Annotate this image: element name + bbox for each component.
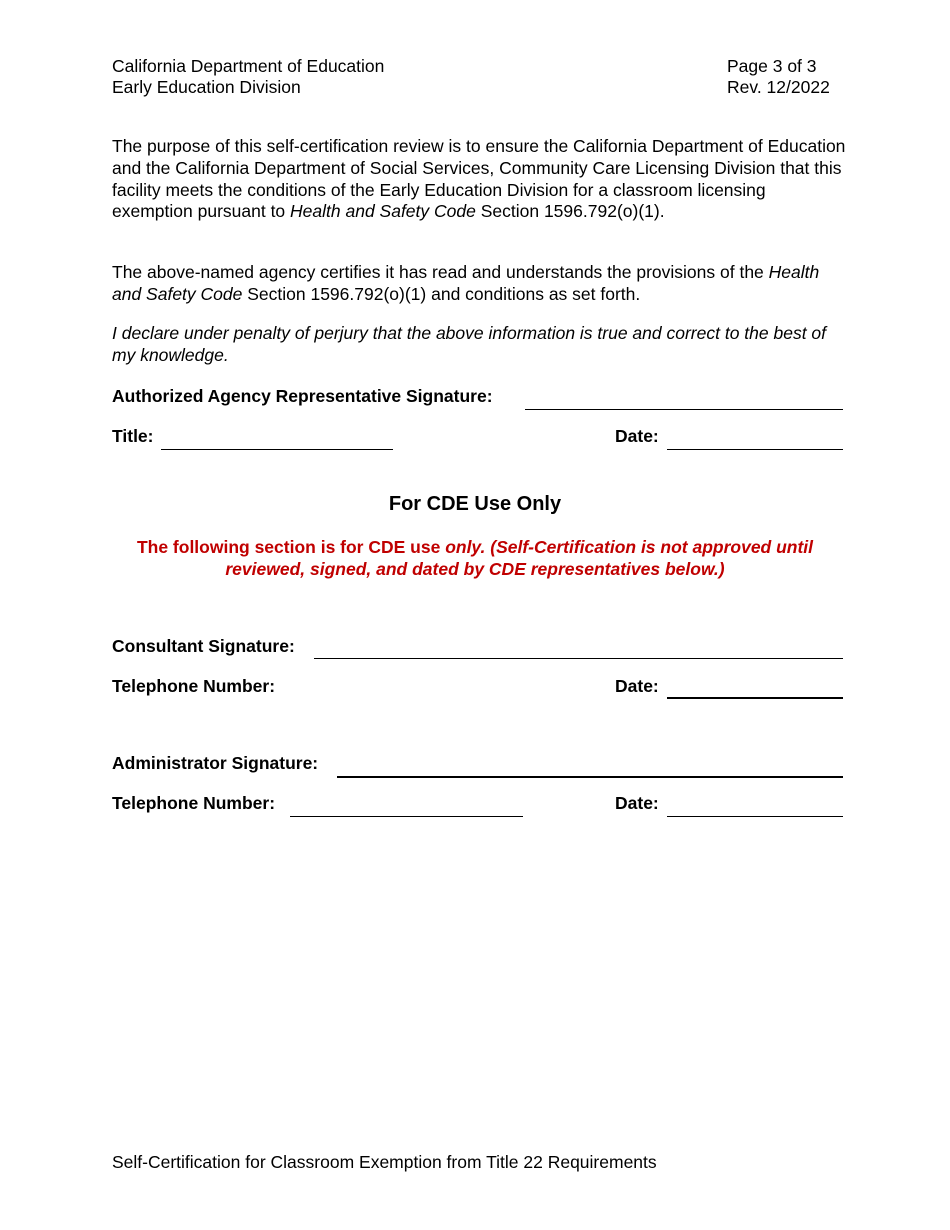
admin-signature-label: Administrator Signature: — [112, 753, 319, 773]
consultant-signature-row — [112, 635, 844, 659]
agency-signature-label: Authorized Agency Representative Signature: — [112, 386, 493, 406]
agency-signature-row — [112, 385, 844, 409]
purpose-paragraph — [112, 136, 847, 223]
header-page-info — [727, 56, 830, 98]
division-name: Early Education Division — [112, 77, 301, 97]
page-number: Page 3 of 3 — [727, 56, 817, 76]
cde-note-italic: only. (Self-Certification is not approved until reviewed, signed, and dated by CDE representatives below.) — [225, 537, 814, 579]
purpose-text-end: Section 1596.792(o)(1). — [475, 201, 665, 222]
consultant-signature-label: Consultant Signature: — [112, 636, 295, 656]
admin-phone-label: Telephone Number: — [112, 793, 276, 813]
consultant-date-label: Date: — [615, 676, 659, 696]
consultant-date-field[interactable] — [667, 697, 843, 699]
code-reference: Health and Safety Code — [112, 262, 820, 304]
perjury-declaration: I declare under penalty of perjury that the above information is true and correct to the best of my knowledge. — [112, 323, 827, 365]
admin-date-field[interactable] — [667, 816, 843, 817]
admin-signature-field[interactable] — [337, 776, 843, 778]
consultant-signature-field[interactable] — [314, 658, 843, 659]
title-label: Title: — [112, 426, 154, 446]
consultant-phone-label: Telephone Number: — [112, 676, 276, 696]
cde-use-notice — [100, 536, 850, 580]
revision-date: Rev. 12/2022 — [727, 77, 830, 97]
agency-title-row — [112, 425, 844, 449]
certification-text-end: Section 1596.792(o)(1) and conditions as set forth. — [242, 283, 641, 304]
certification-paragraph — [112, 262, 847, 306]
admin-signature-row — [112, 752, 844, 776]
admin-date-label: Date: — [615, 793, 659, 813]
admin-phone-row — [112, 792, 844, 816]
header-organization — [112, 56, 384, 98]
cde-note-text: The following section is for CDE use — [136, 537, 446, 557]
cde-section-heading: For CDE Use Only — [388, 493, 562, 515]
certification-text: The above-named agency certifies it has read and understands the provisions of the — [112, 262, 769, 282]
org-name: California Department of Education — [112, 56, 385, 76]
page-footer: Self-Certification for Classroom Exemption from Title 22 Requirements — [112, 1152, 657, 1172]
agency-signature-field[interactable] — [525, 409, 843, 410]
purpose-text: The purpose of this self-certification review is to ensure the California Department of Education and the California Department of Social Services, Community Care Licensing Division that this facility meets the conditions of the Early Education Division for a classroom licensing exemption pursuant to — [112, 136, 846, 222]
title-field[interactable] — [161, 449, 393, 450]
admin-phone-field[interactable] — [290, 816, 523, 817]
agency-date-label: Date: — [615, 426, 659, 446]
consultant-phone-row — [112, 675, 844, 699]
code-reference: Health and Safety Code — [290, 201, 476, 222]
agency-date-field[interactable] — [667, 449, 843, 450]
